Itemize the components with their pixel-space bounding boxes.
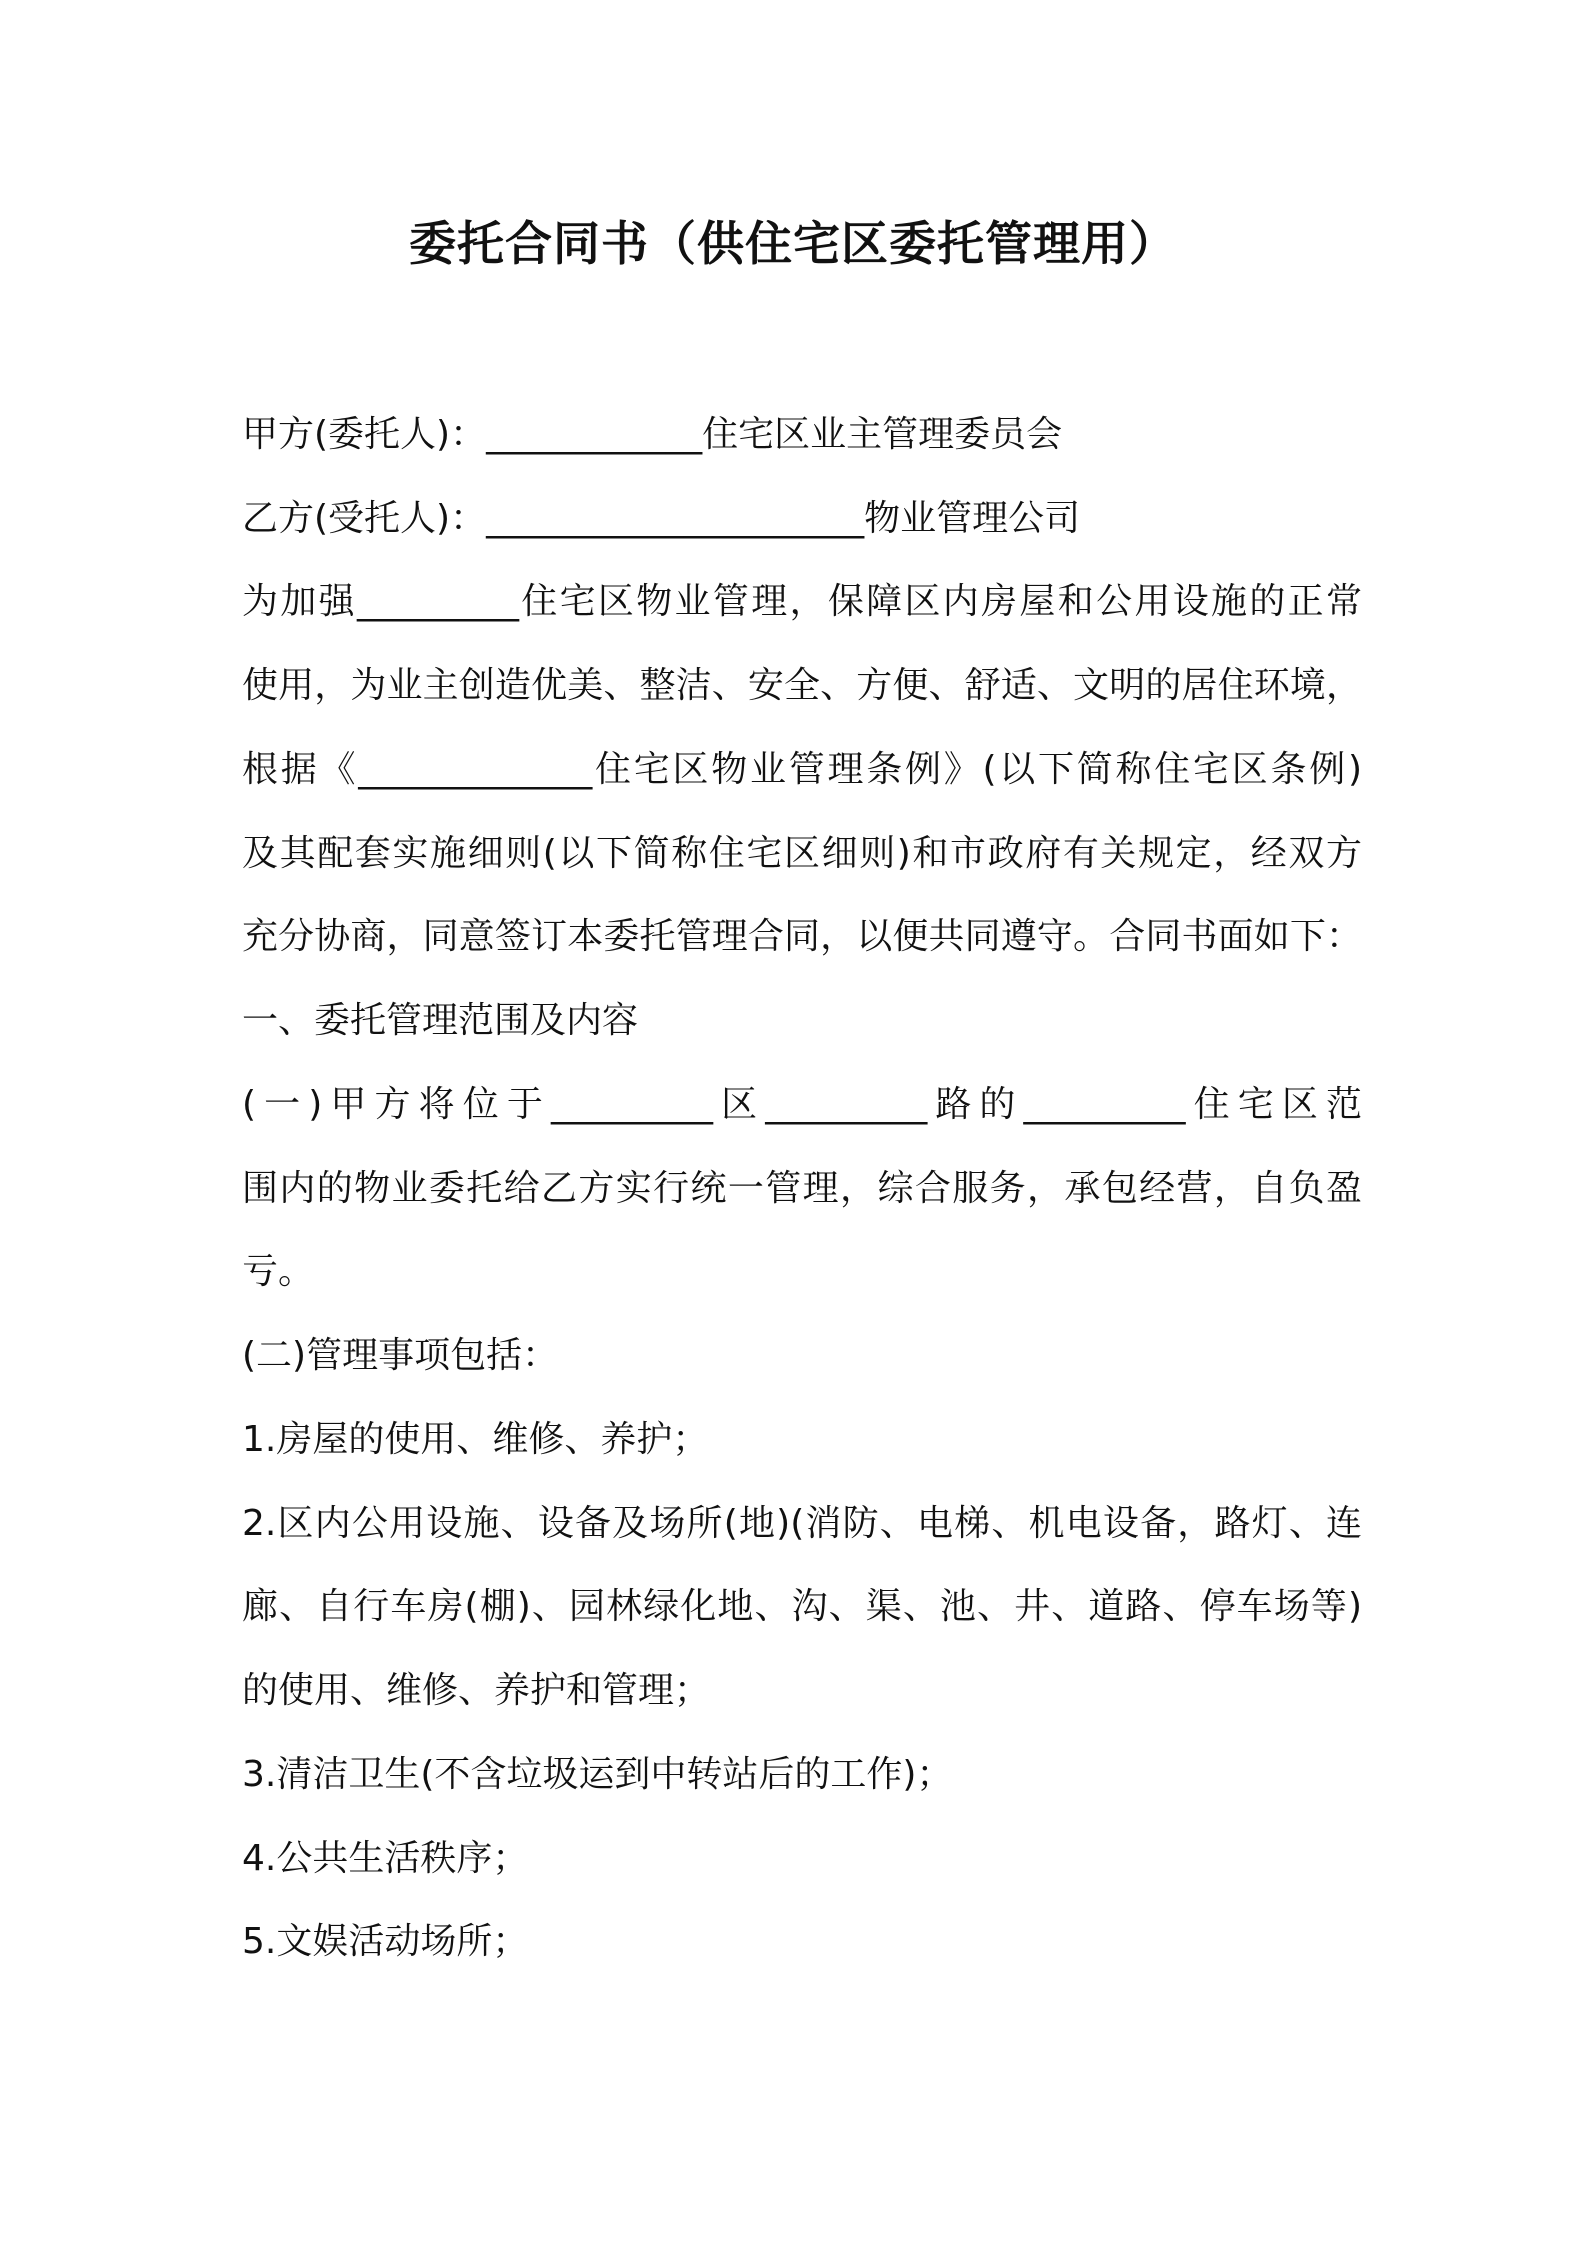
preamble-line-5: 充分协商，同意签订本委托管理合同，以便共同遵守。合同书面如下： bbox=[242, 916, 1362, 957]
section-1-heading: 一、委托管理范围及内容 bbox=[242, 1000, 639, 1041]
item-3: 3.清洁卫生(不含垃圾运到中转站后的工作)； bbox=[242, 1754, 953, 1795]
party-a-line: 甲方(委托人)：____________住宅区业主管理委员会 bbox=[242, 414, 1063, 455]
item-2-line-3: 的使用、维修、养护和管理； bbox=[242, 1670, 711, 1711]
party-b-line: 乙方(受托人)：_____________________物业管理公司 bbox=[242, 498, 1081, 539]
item-2-line-2: 廊、自行车房(棚)、园林绿化地、沟、渠、池、井、道路、停车场等) bbox=[242, 1586, 1362, 1627]
preamble-line-2: 使用，为业主创造优美、整洁、安全、方便、舒适、文明的居住环境， bbox=[242, 665, 1362, 706]
clause-1-line-1: (一)甲方将位于_________区_________路的_________住宅区范 bbox=[242, 1084, 1362, 1125]
item-2-line-1: 2.区内公用设施、设备及场所(地)(消防、电梯、机电设备，路灯、连 bbox=[242, 1503, 1362, 1544]
clause-1-line-3: 亏。 bbox=[242, 1251, 315, 1292]
item-4: 4.公共生活秩序； bbox=[242, 1838, 529, 1879]
preamble-line-4: 及其配套实施细则(以下简称住宅区细则)和市政府有关规定，经双方 bbox=[242, 833, 1362, 874]
item-5: 5.文娱活动场所； bbox=[242, 1921, 529, 1962]
item-1: 1.房屋的使用、维修、养护； bbox=[242, 1419, 709, 1460]
document-title: 委托合同书（供住宅区委托管理用） bbox=[409, 217, 1177, 272]
clause-2-heading: (二)管理事项包括： bbox=[242, 1335, 559, 1376]
preamble-line-1: 为加强_________住宅区物业管理，保障区内房屋和公用设施的正常 bbox=[242, 581, 1362, 622]
clause-1-line-2: 围内的物业委托给乙方实行统一管理，综合服务，承包经营，自负盈 bbox=[242, 1168, 1362, 1209]
preamble-line-3: 根据《_____________住宅区物业管理条例》(以下简称住宅区条例) bbox=[242, 749, 1362, 790]
